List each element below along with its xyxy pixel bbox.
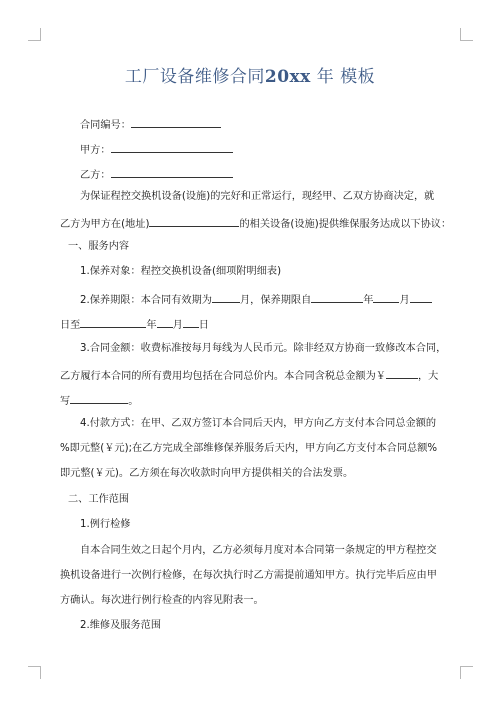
- total-amount-blank[interactable]: [386, 367, 418, 379]
- item-2-text-e4: 日: [198, 320, 209, 331]
- amount-in-words-blank[interactable]: [70, 392, 128, 404]
- crop-mark-bottom-right: [460, 666, 473, 679]
- item-3-text-b: ，大: [418, 371, 439, 382]
- party-a-label: 甲方：: [80, 145, 111, 156]
- contract-number-line: [80, 116, 221, 133]
- item-3-text-d: 。: [128, 396, 139, 407]
- document-title: [0, 62, 500, 87]
- item-2-line-2: [60, 316, 209, 333]
- start-month-blank[interactable]: [373, 291, 399, 303]
- section-1-heading: 一、服务内容: [68, 241, 130, 252]
- item-3-text-a: 乙方履行本合同的所有费用均包括在合同总价内。本合同含税总金额为￥: [60, 371, 386, 382]
- intro-address-label: 乙方为甲方在(地址): [60, 219, 150, 230]
- intro-line-2-rest: 的相关设备(设施)提供维保服务达成以下协议：: [239, 219, 452, 230]
- item-3-line-2: [60, 367, 438, 384]
- term-months-blank[interactable]: [212, 291, 240, 303]
- title-prefix: 工厂设备维修合同: [124, 67, 265, 87]
- crop-mark-top-right: [460, 28, 473, 41]
- title-year: 20xx: [264, 67, 311, 87]
- item-4-line-1: 4.付款方式：在甲、乙双方签订本合同后天内，甲方向乙方支付本合同总金额的: [80, 418, 437, 429]
- end-month-blank[interactable]: [157, 316, 173, 328]
- item-2-text-c: 年: [363, 295, 374, 306]
- party-b-blank[interactable]: [111, 166, 233, 178]
- item-2-text-b: 月，保养期限自: [239, 295, 312, 306]
- item-3-line-1: 3.合同金额：收费标准按每月每线为人民币元。除非经双方协商一致修改本合同，: [80, 343, 447, 354]
- item-2-line-1: [80, 291, 432, 308]
- intro-line-2: [60, 215, 451, 232]
- end-day-blank[interactable]: [183, 316, 199, 328]
- start-day-blank[interactable]: [410, 291, 432, 303]
- end-year-blank[interactable]: [80, 316, 146, 328]
- paragraph-1-line-1: 自本合同生效之日起个月内，乙方必须每月度对本合同第一条规定的甲方程控交: [80, 545, 437, 556]
- sub-heading-1: 1.例行检修: [80, 519, 131, 530]
- sub-heading-2: 2.维修及服务范围: [80, 620, 162, 631]
- contract-number-blank[interactable]: [131, 116, 221, 128]
- item-2-text-d: 月: [399, 295, 410, 306]
- contract-number-label: 合同编号：: [80, 120, 131, 131]
- item-1: 1.保养对象：程控交换机设备(细项附明细表): [80, 266, 282, 277]
- party-a-line: [80, 141, 233, 158]
- item-2-text-a: 2.保养期限：本合同有效期为: [80, 295, 212, 306]
- item-2-text-e3: 月: [172, 320, 183, 331]
- item-3-line-3: [60, 392, 138, 409]
- crop-mark-top-left: [28, 28, 41, 41]
- party-b-label: 乙方：: [80, 170, 111, 181]
- party-a-blank[interactable]: [111, 141, 233, 153]
- item-2-text-e1: 日至: [60, 320, 81, 331]
- section-2-heading: 二、工作范围: [68, 494, 130, 505]
- item-4-line-2: %即元整(￥元);在乙方完成全部维修保养服务后天内，甲方向乙方支付本合同总额%: [60, 443, 438, 454]
- paragraph-1-line-3: 方确认。每次进行例行检查的内容见附表一。: [60, 595, 264, 606]
- item-4-line-3: 即元整(￥元)。乙方须在每次收款时向甲方提供相关的合法发票。: [60, 468, 354, 479]
- crop-mark-bottom-left: [28, 666, 41, 679]
- party-b-line: [80, 166, 233, 183]
- title-suffix: 年 模板: [316, 67, 376, 87]
- paragraph-1-line-2: 换机设备进行一次例行检修，在每次执行时乙方需提前通知甲方。执行完毕后应由甲: [60, 570, 437, 581]
- intro-line-1: 为保证程控交换机设备(设施)的完好和正常运行，现经甲、乙双方协商决定，就: [80, 191, 435, 202]
- item-3-text-c: 写: [60, 396, 71, 407]
- address-blank[interactable]: [149, 215, 239, 227]
- item-2-text-e2: 年: [146, 320, 157, 331]
- start-year-blank[interactable]: [311, 291, 363, 303]
